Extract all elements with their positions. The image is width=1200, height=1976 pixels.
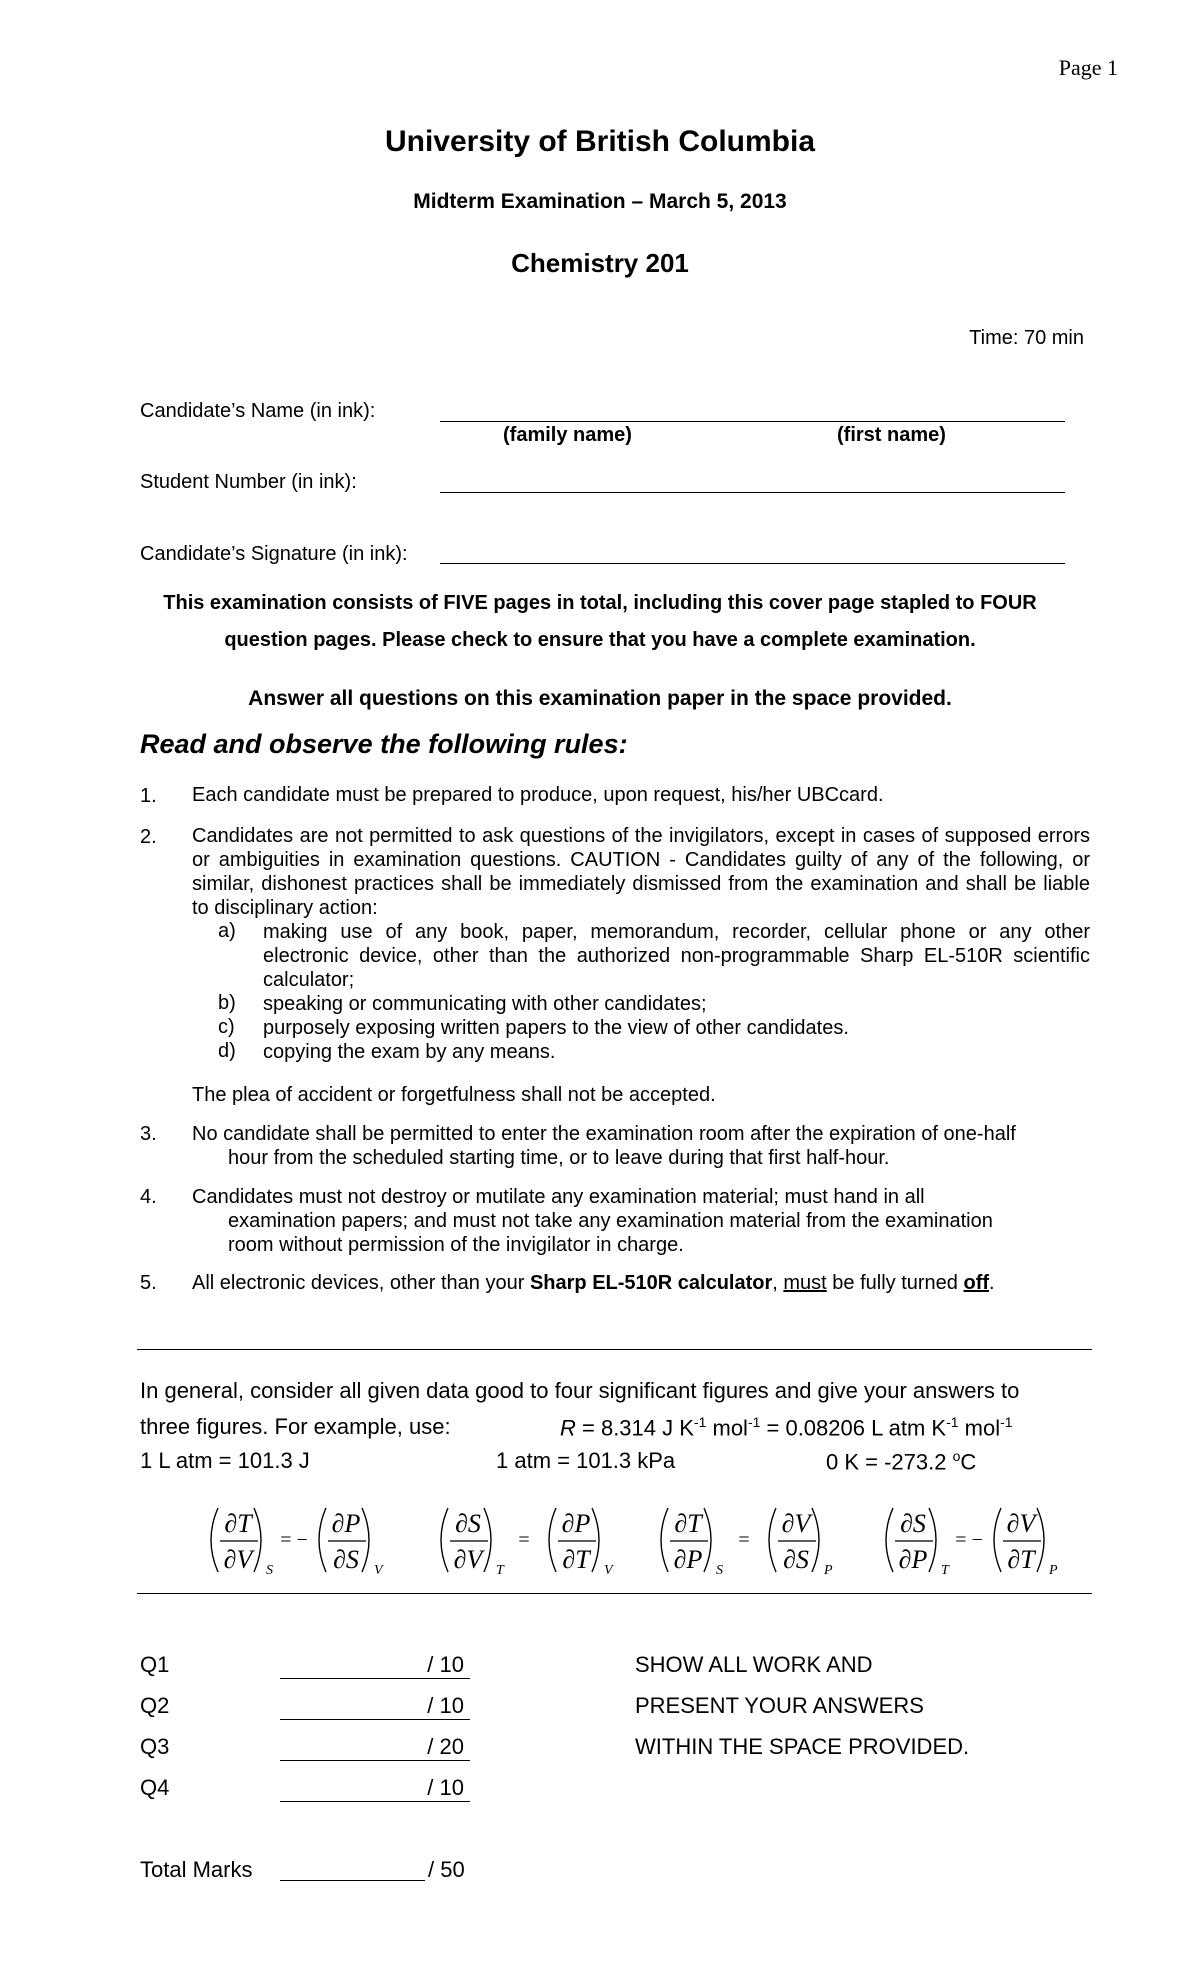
notice-line-1: This examination consists of FIVE pages in total, including this cover page stapled to FOUR [163, 592, 1037, 614]
rule-2c-text: purposely exposing written papers to the view of other candidates. [263, 1017, 849, 1039]
student-number-label: Student Number (in ink): [140, 471, 357, 493]
relation-4-rhs-denominator: ∂T [1007, 1545, 1035, 1574]
relation-2-lhs-open-paren [441, 1508, 448, 1572]
rules-heading: Read and observe the following rules: [140, 729, 628, 759]
signature-line[interactable] [440, 563, 1065, 564]
separator-top [137, 1349, 1092, 1350]
relation-1-rhs-numerator: ∂P [331, 1509, 361, 1538]
relation-4-lhs-numerator: ∂S [900, 1509, 926, 1538]
instruction-line-3: WITHIN THE SPACE PROVIDED. [635, 1734, 970, 1759]
university-title: University of British Columbia [384, 125, 816, 158]
relation-3-lhs-close-paren [704, 1508, 711, 1572]
rule-2d-letter: d) [218, 1040, 236, 1062]
q2-label: Q2 [140, 1693, 170, 1718]
instruction-line-2: PRESENT YOUR ANSWERS [635, 1693, 924, 1718]
relation-1-lhs-denominator: ∂V [223, 1545, 253, 1574]
rule-3-line-1: No candidate shall be permitted to enter the examination room after the expiration of one-half [192, 1123, 1016, 1145]
relation-3-rhs-open-paren [769, 1508, 776, 1572]
rule-1-number: 1. [140, 785, 157, 807]
relation-1-lhs-subscript: S [266, 1563, 273, 1578]
q4-label: Q4 [140, 1775, 170, 1800]
q2-max: / 10 [427, 1693, 464, 1718]
relation-2-rhs-numerator: ∂P [561, 1509, 591, 1538]
relation-3-lhs-subscript: S [716, 1563, 723, 1578]
relation-3-sign: = [738, 1529, 750, 1551]
rule-3-line-2: hour from the scheduled starting time, or to leave during that first half-hour. [228, 1147, 890, 1169]
name-label: Candidate’s Name (in ink): [140, 400, 376, 422]
rule-2a-text: making use of any book, paper, memorandum, recorder, cellular phone or any other electronic device, other than the authorized non-programmable Sharp EL-510R scientific calculator; [263, 921, 1090, 991]
rule-2c-letter: c) [218, 1016, 235, 1038]
rule-4-line-3: room without permission of the invigilator in charge. [228, 1234, 684, 1256]
relation-4-rhs-open-paren [994, 1508, 1001, 1572]
relation-4-lhs-open-paren [886, 1508, 893, 1572]
q3-label: Q3 [140, 1734, 170, 1759]
atm-conversion: 1 atm = 101.3 kPa [496, 1448, 676, 1473]
rule-2b-text: speaking or communicating with other candidates; [263, 993, 707, 1015]
relation-2-sign: = [518, 1529, 530, 1551]
rule-2b-letter: b) [218, 992, 236, 1014]
rule-2d-text: copying the exam by any means. [263, 1041, 556, 1063]
maxwell-relation-1 [211, 1508, 384, 1578]
relation-3-rhs-close-paren [812, 1508, 819, 1572]
relation-4-rhs-close-paren [1037, 1508, 1044, 1572]
signature-label: Candidate’s Signature (in ink): [140, 543, 408, 565]
total-marks-label: Total Marks [140, 1857, 253, 1882]
kelvin-text: 0 K = -273.2 [826, 1449, 953, 1475]
q1-max: / 10 [427, 1652, 464, 1677]
relation-1-lhs-close-paren [254, 1508, 261, 1572]
course-title: Chemistry 201 [511, 248, 689, 278]
total-marks-line[interactable] [280, 1880, 425, 1881]
first-name-hint: (first name) [837, 424, 946, 446]
rule-4-number: 4. [140, 1186, 157, 1208]
exam-time: Time: 70 min [969, 327, 1084, 349]
rule-5-mid: be fully turned [826, 1272, 964, 1294]
relation-3-rhs-denominator: ∂S [783, 1545, 809, 1574]
family-name-hint: (family name) [503, 424, 632, 446]
rule-5-calculator: Sharp EL-510R calculator [529, 1272, 773, 1294]
relation-1-rhs-denominator: ∂S [333, 1545, 359, 1574]
relation-1-sign: = − [280, 1529, 308, 1551]
instruction-line-1: SHOW ALL WORK AND [635, 1652, 873, 1677]
rule-5-off: off [963, 1272, 990, 1294]
notice-line-2: question pages. Please check to ensure that you have a complete examination. [224, 629, 976, 651]
relation-4-lhs-denominator: ∂P [898, 1545, 928, 1574]
exp-3: -1 [946, 1414, 959, 1430]
separator-bottom [137, 1593, 1092, 1594]
q1-label: Q1 [140, 1652, 170, 1677]
rule-5-end: . [989, 1272, 995, 1294]
data-line-2-start: three figures. For example, use: [140, 1414, 451, 1439]
relation-1-lhs-open-paren [211, 1508, 218, 1572]
latm-conversion: 1 L atm = 101.3 J [140, 1448, 310, 1473]
relation-4-lhs-close-paren [929, 1508, 936, 1572]
relation-2-rhs-open-paren [549, 1508, 556, 1572]
student-number-line[interactable] [440, 492, 1065, 493]
gas-constant-eq2: = 0.08206 L atm K [760, 1415, 947, 1441]
relation-4-lhs-subscript: T [941, 1563, 949, 1578]
relation-2-lhs-subscript: T [496, 1563, 504, 1578]
plea-text: The plea of accident or forgetfulness shall not be accepted. [192, 1084, 716, 1106]
rule-5-text [192, 1272, 995, 1295]
rule-4-line-2: examination papers; and must not take any examination material from the examination [228, 1210, 993, 1232]
rule-2-text: Candidates are not permitted to ask questions of the invigilators, except in cases of supposed errors or ambiguities in examination questions. CAUTION - Candidates guilty of any of the following, or similar, dishonest practices shall be immediately dismissed from the examination and shall be liable to disciplinary action: [192, 825, 1090, 919]
rule-5-number: 5. [140, 1272, 157, 1294]
rule-4-line-1: Candidates must not destroy or mutilate any examination material; must hand in all [192, 1186, 925, 1208]
q4-score-line[interactable] [280, 1775, 470, 1802]
maxwell-relation-4 [886, 1508, 1058, 1578]
name-line[interactable] [440, 421, 1065, 422]
rule-5-comma: , [772, 1272, 784, 1294]
relation-2-rhs-subscript: V [604, 1563, 613, 1578]
exp-1: -1 [693, 1414, 707, 1430]
rule-1-text: Each candidate must be prepared to produce, upon request, his/her UBCcard. [192, 784, 884, 806]
q4-max: / 10 [427, 1775, 464, 1800]
relation-2-lhs-numerator: ∂S [455, 1509, 481, 1538]
exp-4: -1 [1000, 1414, 1013, 1430]
rule-5-must: must [783, 1272, 827, 1294]
q3-max: / 20 [427, 1734, 464, 1759]
rule-3-number: 3. [140, 1123, 157, 1145]
gas-constant-symbol: R [560, 1415, 576, 1441]
total-marks-max: / 50 [428, 1857, 465, 1882]
relation-1-rhs-open-paren [319, 1508, 326, 1572]
relation-3-lhs-denominator: ∂P [673, 1545, 703, 1574]
gas-constant [560, 1414, 1013, 1441]
degree-sign: o [952, 1448, 961, 1464]
relation-4-rhs-numerator: ∂V [1006, 1509, 1036, 1538]
gas-constant-mol2: mol [958, 1415, 1001, 1441]
relation-2-lhs-denominator: ∂V [453, 1545, 483, 1574]
relation-2-rhs-denominator: ∂T [562, 1545, 590, 1574]
q3-score-line[interactable] [280, 1734, 470, 1761]
relation-1-rhs-subscript: V [374, 1563, 383, 1578]
relation-1-rhs-close-paren [362, 1508, 369, 1572]
rule-2a-letter: a) [218, 920, 236, 942]
maxwell-relation-3 [661, 1508, 833, 1578]
gas-constant-eq1: = 8.314 J K [575, 1415, 694, 1441]
maxwell-relation-2 [441, 1508, 614, 1578]
relation-2-rhs-close-paren [592, 1508, 599, 1572]
q2-score-line[interactable] [280, 1693, 470, 1720]
exp-2: -1 [747, 1414, 761, 1430]
rule-2-number: 2. [140, 826, 157, 848]
maxwell-relations [200, 1500, 1200, 1590]
relation-2-lhs-close-paren [484, 1508, 491, 1572]
relation-3-rhs-numerator: ∂V [781, 1509, 811, 1538]
relation-3-lhs-numerator: ∂T [674, 1509, 702, 1538]
relation-1-lhs-numerator: ∂T [224, 1509, 252, 1538]
gas-constant-mol1: mol [706, 1415, 748, 1441]
relation-3-rhs-subscript: P [824, 1563, 833, 1578]
celsius-symbol: C [960, 1449, 977, 1475]
page-number: Page 1 [1058, 55, 1118, 80]
answer-all-notice: Answer all questions on this examination paper in the space provided. [248, 687, 952, 710]
exam-title: Midterm Examination – March 5, 2013 [413, 190, 787, 213]
rule-5-pre: All electronic devices, other than your [192, 1272, 530, 1294]
data-line-1: In general, consider all given data good to four significant figures and give your answers to [140, 1378, 1020, 1403]
relation-4-rhs-subscript: P [1049, 1563, 1058, 1578]
q1-score-line[interactable] [280, 1652, 470, 1679]
kelvin-conversion [826, 1448, 976, 1475]
relation-3-lhs-open-paren [661, 1508, 668, 1572]
relation-4-sign: = − [955, 1529, 983, 1551]
